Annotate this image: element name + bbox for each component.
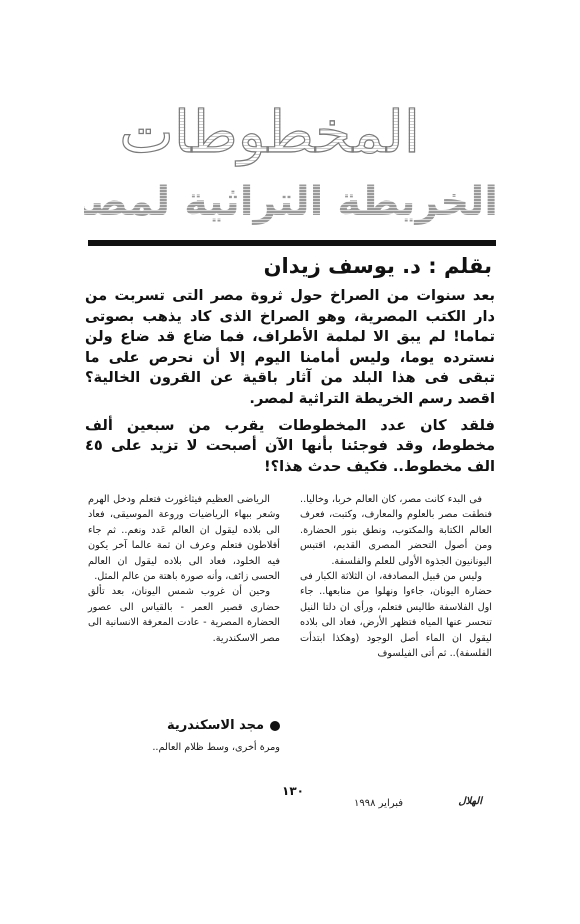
issue-date: فبراير ١٩٩٨ — [354, 798, 404, 809]
right-column — [300, 492, 492, 661]
left-column-continuation: ومرة أخرى، وسط ظلام العالم.. — [152, 742, 280, 753]
author-byline: بقلم : د. يوسف زيدان — [263, 254, 492, 278]
section-banner-title: المخطوطات — [170, 92, 420, 172]
body-paragraph: الرياضى العظيم فيثاغورث فتعلم ودخل الهرم وشعر ببهاء الرياضيات وروعة الموسيقى، فعاد الى بلاده ليقول ان العالم عَدد ونغم.. ثم جاء أفلاطون فتعلم وعرف ان ثمة عالما آخر يكون فيه الخلود، فعاد الى بلاده ليقول ان العالم الحسى زائف، وأنه صورة باهتة من عالم المثل. — [88, 494, 280, 583]
crescent-icon — [480, 793, 496, 811]
left-column — [88, 492, 280, 646]
intro-block — [85, 286, 495, 477]
bullet-icon — [270, 721, 280, 731]
magazine-name: الهلال — [458, 796, 482, 807]
intro-paragraph: بعد سنوات من الصراخ حول ثروة مصر التى تسربت من دار الكتب المصرية، وهو الصراخ الذى كاد يذهب بصوتى تماما! لم يبق الا لملمة الأطراف، فما ضاع قد ضاع ولن نسترده يوما، وليس أمامنا اليوم إلا أن نحرص على ما تبقى فى هذا البلد من آثار باقية عن القرون الخالية؟ اقصد رسم الخريطة التراثية لمصر. — [85, 287, 495, 407]
body-paragraph: وليس من قبيل المصادفة، ان الثلاثة الكبار فى حضارة اليونان، جاءوا ونهلوا من منابعها.. جاء اول الفلاسفة طاليس فتعلم، ورأى ان دلتا النيل تنحسر عنها المياه فتظهر الأرض، فعاد الى بلاده ليقول ان الماء أصل الوجود (وهكذا ابتدأت الفلسفة).. ثم أتى الفيلسوف — [300, 571, 492, 660]
intro-paragraph: فلقد كان عدد المخطوطات يقرب من سبعين ألف مخطوط، وقد فوجئنا بأنها الآن أصبحت لا تزيد على ٤٥ الف مخطوط.. فكيف حدث هذا؟! — [85, 416, 495, 475]
page-number: ١٣٠ — [282, 784, 304, 798]
section-subheading — [130, 716, 280, 736]
magazine-logo — [432, 790, 496, 814]
body-paragraph: فى البدء كانت مصر، كان العالم خربا، وخاليا.. فنطقت مصر بالعلوم والمعارف، وكتبت، فعرف العالم الكتابة والمكتوب، ونطق بنور الحضارة. ومن أصول التحضر المصرى القديم، اقتبس اليونانيون الجذوة الأولى للعلم والفلسفة. — [300, 494, 492, 567]
headline-divider — [88, 240, 496, 246]
subheading-text: مجد الاسكندرية — [167, 718, 264, 733]
body-paragraph: وحين أن غروب شمس اليونان، بعد تألق حضارى قصير العمر - بالقياس الى عصور الحضارة المصرية - عادت المعرفة الانسانية الى مصر الاسكندرية. — [88, 586, 280, 644]
article-headline: الخريطة التراثية لمصر — [84, 176, 498, 228]
